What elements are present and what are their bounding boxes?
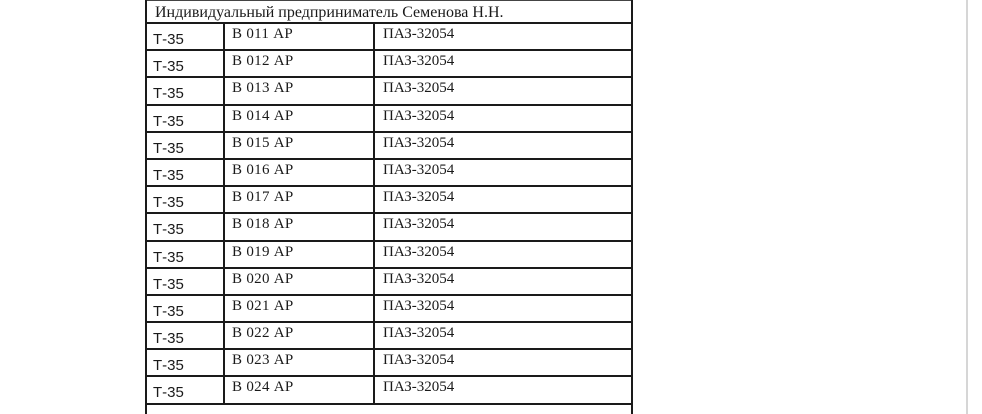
- table-row: [147, 323, 631, 350]
- route-code-cell: [147, 377, 223, 402]
- plate-number-cell-text: В 018 АР: [232, 216, 294, 233]
- table-row: [147, 269, 631, 296]
- table-top-rule: [147, 0, 631, 1]
- route-code-cell-text: Т-35: [153, 31, 184, 48]
- plate-number-cell-text: В 017 АР: [232, 189, 294, 206]
- route-code-cell-text: Т-35: [153, 275, 184, 293]
- plate-number-cell: [223, 377, 373, 402]
- route-code-cell: [147, 296, 223, 321]
- bus-model-cell: [373, 296, 633, 321]
- scan-edge-shadow: [966, 0, 968, 414]
- plate-number-cell: [223, 24, 373, 49]
- plate-number-cell-text: В 022 АР: [232, 325, 294, 342]
- bus-model-cell: [373, 187, 633, 212]
- bus-model-cell: [373, 78, 633, 103]
- route-code-cell: [147, 187, 223, 212]
- table-row: [147, 214, 631, 241]
- bus-model-cell: [373, 242, 633, 267]
- table-row: [147, 78, 631, 105]
- bus-model-cell-text: ПАЗ-32054: [383, 270, 455, 287]
- plate-number-cell-text: В 013 АР: [232, 80, 294, 97]
- bus-model-cell-text: ПАЗ-32054: [383, 243, 455, 260]
- route-code-cell: [147, 242, 223, 267]
- bus-model-cell-text: ПАЗ-32054: [383, 80, 455, 97]
- route-code-cell-text: Т-35: [153, 384, 184, 402]
- bus-model-cell: [373, 24, 633, 49]
- bus-model-cell-text: ПАЗ-32054: [383, 216, 455, 233]
- route-code-cell: [147, 269, 223, 294]
- bus-model-cell: [373, 269, 633, 294]
- route-code-cell-text: Т-35: [153, 112, 184, 130]
- plate-number-cell: [223, 350, 373, 375]
- route-code-cell-text: Т-35: [153, 221, 184, 239]
- route-code-cell-text: Т-35: [153, 302, 184, 320]
- route-code-cell-text: Т-35: [153, 139, 184, 157]
- bus-model-cell: [373, 350, 633, 375]
- route-code-cell: [147, 78, 223, 103]
- bus-model-cell: [373, 160, 633, 185]
- route-code-cell: [147, 51, 223, 76]
- plate-number-cell: [223, 51, 373, 76]
- plate-number-cell: [223, 214, 373, 239]
- plate-number-cell-text: В 012 АР: [232, 53, 294, 70]
- vehicle-table: [145, 0, 633, 414]
- bus-model-cell: [373, 51, 633, 76]
- bus-model-cell: [373, 323, 633, 348]
- table-row: [147, 187, 631, 214]
- route-code-cell-text: Т-35: [153, 85, 184, 103]
- route-code-cell: [147, 133, 223, 158]
- table-body: [147, 24, 631, 405]
- plate-number-cell: [223, 269, 373, 294]
- table-row: [147, 160, 631, 187]
- bus-model-cell: [373, 106, 633, 131]
- route-code-cell-text: Т-35: [153, 248, 184, 266]
- plate-number-cell-text: В 024 АР: [232, 379, 294, 396]
- bus-model-cell-text: ПАЗ-32054: [383, 53, 455, 70]
- route-code-cell: [147, 214, 223, 239]
- plate-number-cell-text: В 016 АР: [232, 161, 294, 178]
- table-row: [147, 377, 631, 404]
- bus-model-cell: [373, 214, 633, 239]
- bus-model-cell-text: ПАЗ-32054: [383, 107, 455, 124]
- route-code-cell-text: Т-35: [153, 58, 184, 76]
- plate-number-cell: [223, 187, 373, 212]
- plate-number-cell-text: В 021 АР: [232, 297, 294, 314]
- route-code-cell: [147, 323, 223, 348]
- table-row: [147, 350, 631, 377]
- plate-number-cell-text: В 023 АР: [232, 352, 294, 369]
- plate-number-cell: [223, 160, 373, 185]
- route-code-cell: [147, 24, 223, 49]
- table-row: [147, 133, 631, 160]
- bus-model-cell-text: ПАЗ-32054: [383, 26, 455, 42]
- plate-number-cell-text: В 015 АР: [232, 134, 294, 151]
- bus-model-cell: [373, 377, 633, 402]
- entrepreneur-header: Индивидуальный предприниматель Семенова Н.Н.: [155, 4, 504, 21]
- route-code-cell: [147, 350, 223, 375]
- table-row: [147, 106, 631, 133]
- plate-number-cell-text: В 019 АР: [232, 243, 294, 260]
- bus-model-cell-text: ПАЗ-32054: [383, 134, 455, 151]
- plate-number-cell: [223, 78, 373, 103]
- bus-model-cell-text: ПАЗ-32054: [383, 325, 455, 342]
- plate-number-cell: [223, 242, 373, 267]
- plate-number-cell-text: В 011 АР: [232, 26, 294, 42]
- route-code-cell: [147, 160, 223, 185]
- route-code-cell-text: Т-35: [153, 330, 184, 348]
- bus-model-cell: [373, 133, 633, 158]
- plate-number-cell: [223, 296, 373, 321]
- table-row: [147, 242, 631, 269]
- bus-model-cell-text: ПАЗ-32054: [383, 352, 455, 369]
- route-code-cell: [147, 106, 223, 131]
- route-code-cell-text: Т-35: [153, 357, 184, 375]
- route-code-cell-text: Т-35: [153, 166, 184, 184]
- table-row: [147, 51, 631, 78]
- plate-number-cell: [223, 323, 373, 348]
- bus-model-cell-text: ПАЗ-32054: [383, 189, 455, 206]
- bus-model-cell-text: ПАЗ-32054: [383, 379, 455, 396]
- table-row: [147, 296, 631, 323]
- plate-number-cell: [223, 106, 373, 131]
- plate-number-cell: [223, 133, 373, 158]
- table-row: [147, 24, 631, 51]
- bus-model-cell-text: ПАЗ-32054: [383, 161, 455, 178]
- bus-model-cell-text: ПАЗ-32054: [383, 297, 455, 314]
- plate-number-cell-text: В 014 АР: [232, 107, 294, 124]
- route-code-cell-text: Т-35: [153, 194, 184, 212]
- plate-number-cell-text: В 020 АР: [232, 270, 294, 287]
